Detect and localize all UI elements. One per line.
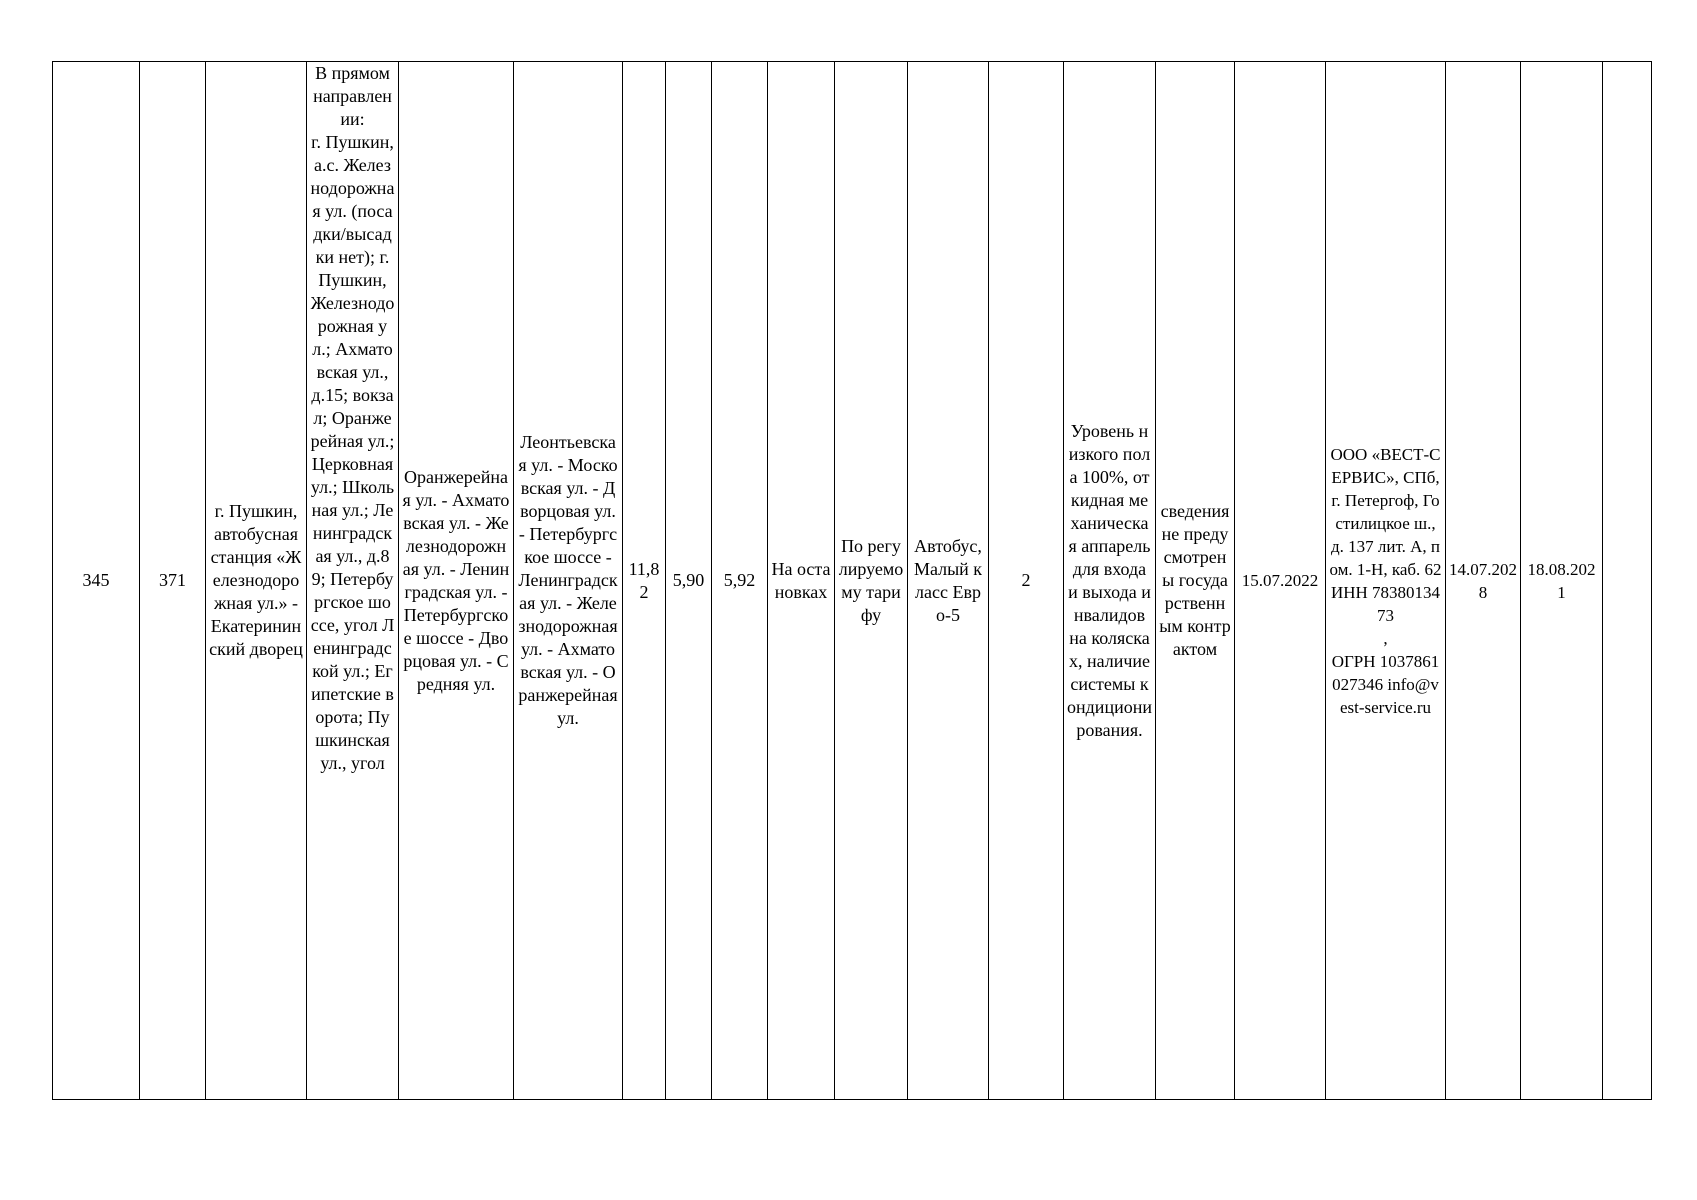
cell-length-forward: 11,82 (623, 62, 666, 1100)
cell-carrier: ООО «ВЕСТ-СЕРВИС», СПб, г. Петергоф, Гостилицкое ш., д. 137 лит. А, пом. 1-Н, каб. 62 ИНН 7838013473 , ОГРН 1037861027346 info@vest-service.ru (1326, 62, 1446, 1100)
cell-streets-forward: Оранжерейная ул. - Ахматовская ул. - Железнодорожная ул. - Ленинградская ул. - Петербургское шоссе - Дворцовая ул. - Средняя ул. (399, 62, 514, 1100)
cell-tariff-type: По регулируемому тарифу (835, 62, 908, 1100)
cell-vehicle-count: 2 (989, 62, 1064, 1100)
cell-route-name: г. Пушкин, автобусная станция «Железнодорожная ул.» - Екатерининский дворец (206, 62, 307, 1100)
cell-boarding-order: На остановках (768, 62, 835, 1100)
cell-extra (1603, 62, 1652, 1100)
cell-stops-forward: В прямом направлении: г. Пушкин, а.с. Железнодорожная ул. (посадки/высадки нет); г. Пушкин, Железнодорожная ул.; Ахматовская ул., д.15; вокзал; Оранжерейная ул.; Церковная ул.; Школьная ул.; Ленинградская ул., д.89; Петербургское шоссе, угол Ленинградской ул.; Египетские ворота; Пушкинская ул., угол (307, 62, 399, 1100)
cell-established-date: 18.08.2021 (1521, 62, 1603, 1100)
cell-vehicle-features: Уровень низкого пола 100%, откидная механическая аппарель для входа и выхода инвалидов на колясках, наличие системы кондиционирования. (1064, 62, 1156, 1100)
cell-end-date: 14.07.2028 (1446, 62, 1521, 1100)
cell-number: 345 (53, 62, 140, 1100)
cell-streets-backward: Леонтьевская ул. - Московская ул. - Дворцовая ул. - Петербургское шоссе - Ленинградская ул. - Железнодорожная ул. - Ахматовская ул. - Оранжерейная ул. (514, 62, 623, 1100)
route-registry-table (52, 61, 1652, 1100)
cell-contract-info: сведения не предусмотрены государственным контрактом (1156, 62, 1235, 1100)
cell-start-date: 15.07.2022 (1235, 62, 1326, 1100)
cell-route-number: 371 (140, 62, 206, 1100)
cell-length-total: 5,92 (712, 62, 768, 1100)
table-row (53, 62, 1652, 1100)
cell-length-backward: 5,90 (666, 62, 712, 1100)
cell-vehicle: Автобус, Малый класс Евро-5 (908, 62, 989, 1100)
